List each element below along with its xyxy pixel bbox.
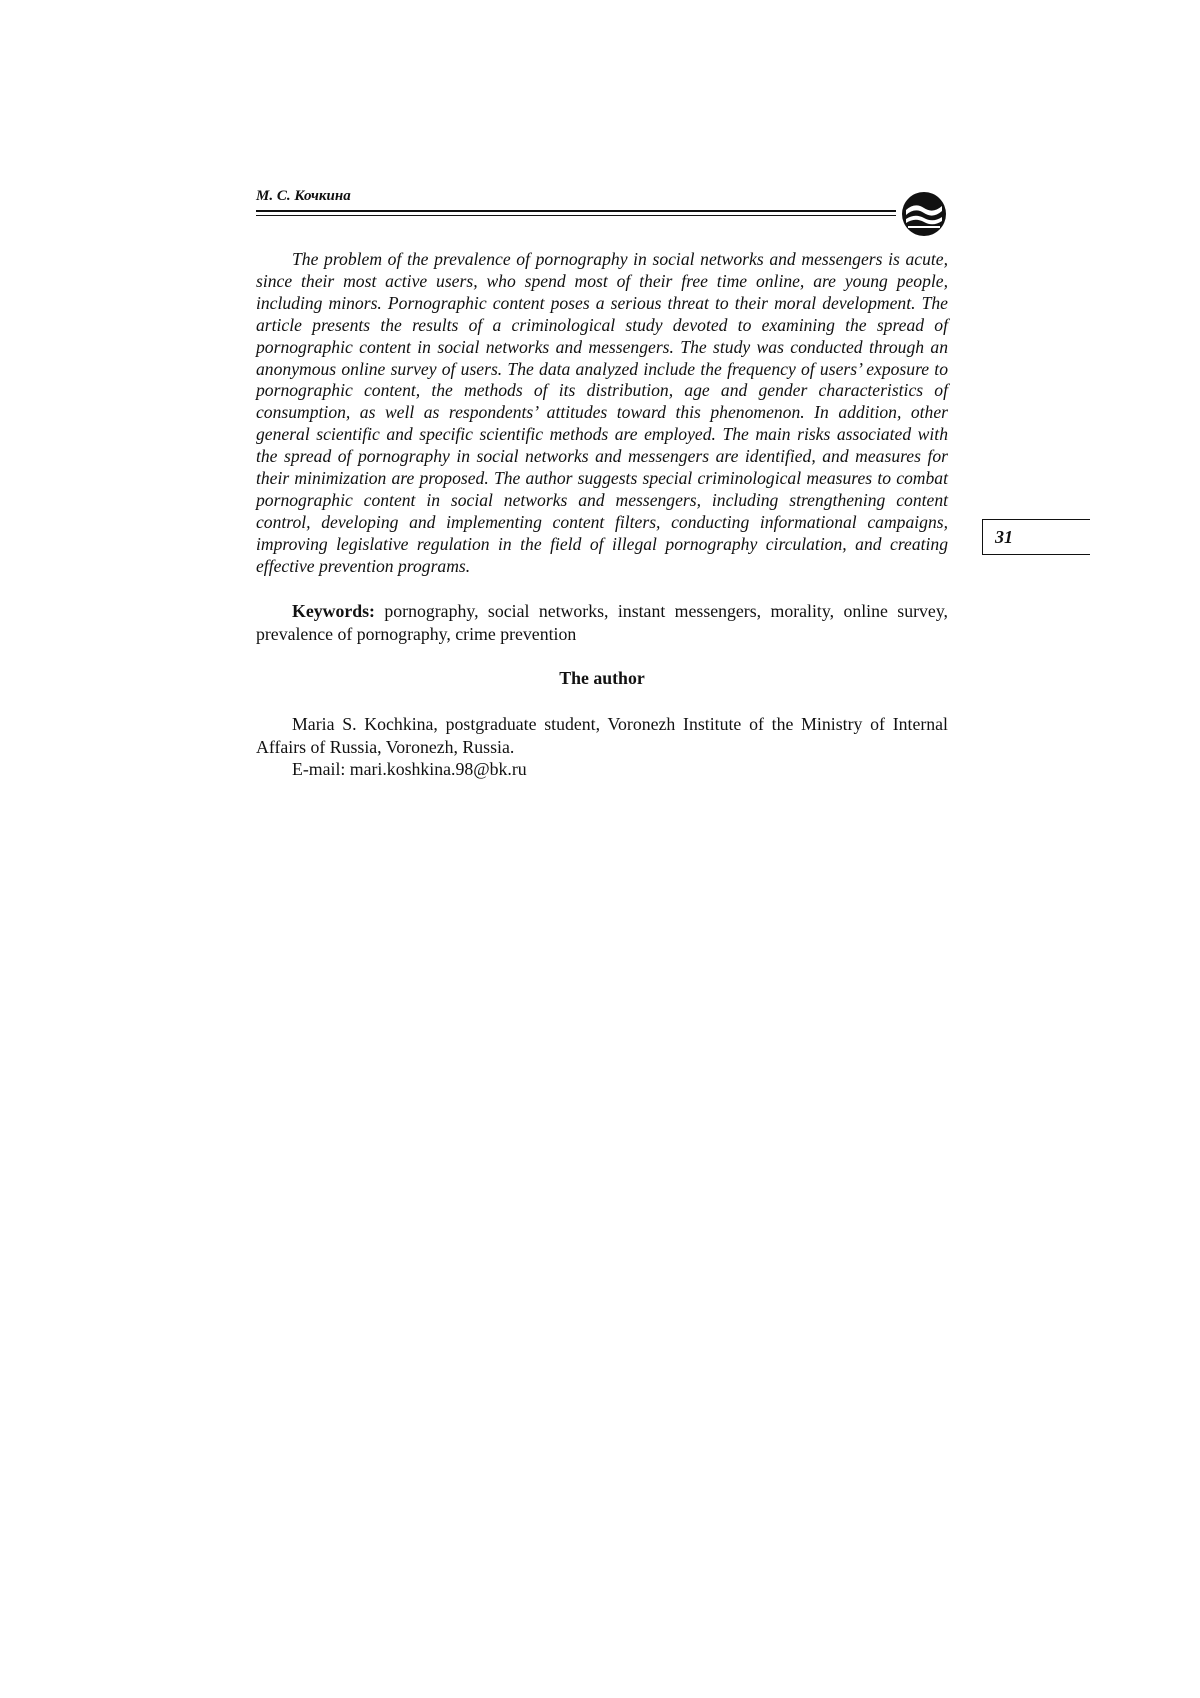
author-heading: The author <box>559 668 645 688</box>
keywords-label: Keywords: <box>292 601 375 621</box>
author-info: Maria S. Kochkina, postgraduate student, Voronezh Institute of the Ministry of Internal Affairs of Russia, Voronezh, Russia. <box>256 714 948 757</box>
keywords-paragraph <box>256 600 948 645</box>
header-rule-thick <box>256 210 896 212</box>
journal-logo-icon <box>900 190 948 238</box>
abstract-text: The problem of the prevalence of pornography in social networks and messengers is acute, since their most active users, who spend most of their free time online, are young people, including minors. Pornographic content poses a serious threat to their moral development. The article presents the results of a criminological study devoted to examining the spread of pornographic content in social networks and messengers. The study was conducted through an anonymous online survey of users. The data analyzed include the frequency of users’ exposure to pornographic content, the methods of its distribution, age and gender characteristics of consumption, as well as respondents’ attitudes toward this phenomenon. In addition, other general scientific and specific scientific methods are employed. The main risks associated with the spread of pornography in social networks and messengers are identified, and measures for their minimization are proposed. The author suggests special criminological measures to combat pornographic content in social networks and messengers, including strengthening content control, developing and implementing content filters, conducting informational campaigns, improving legislative regulation in the field of illegal pornography circulation, and creating effective prevention programs. <box>256 249 948 576</box>
header-rule-thin <box>256 215 896 216</box>
author-email: E-mail: mari.koshkina.98@bk.ru <box>292 759 527 779</box>
page-number: 31 <box>995 527 1013 547</box>
running-head: М. С. Кочкина <box>256 188 351 204</box>
keywords-list: pornography, social networks, instant messengers, morality, online survey, prevalence of pornography, crime prevention <box>256 601 948 644</box>
